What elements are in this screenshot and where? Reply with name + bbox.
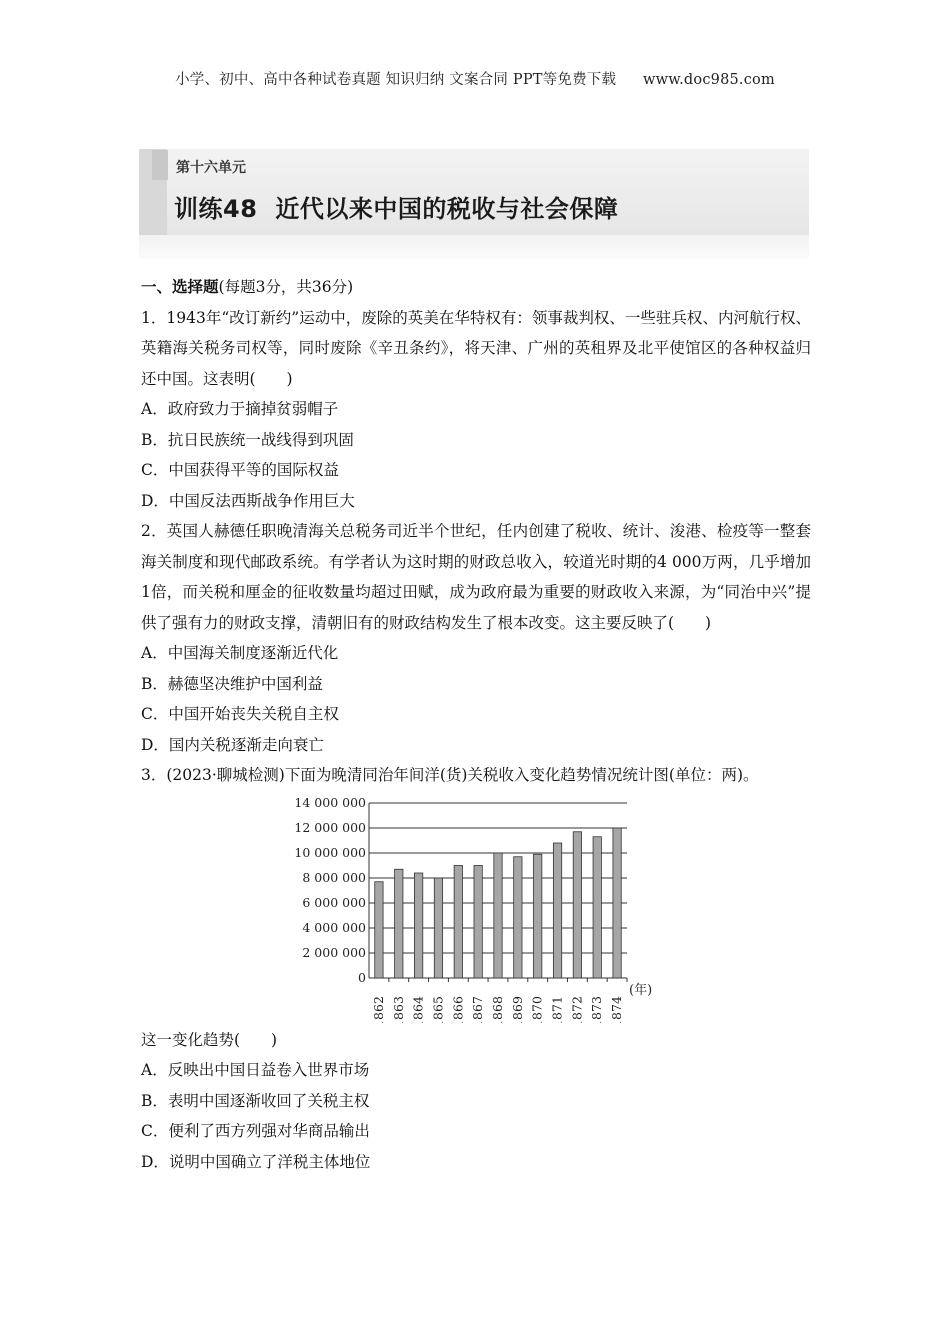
x-tick-label: 1868: [490, 995, 505, 1023]
x-tick-label: 1867: [470, 995, 486, 1023]
question-2: [141, 516, 811, 760]
q1-option-d: D．中国反法西斯战争作用巨大: [141, 491, 355, 510]
section-title-text: 一、选择题: [141, 277, 219, 296]
bar: [454, 865, 462, 978]
bar: [474, 865, 482, 978]
y-tick-label: 10 000 000: [294, 844, 366, 860]
x-tick-label: 1869: [509, 995, 525, 1023]
y-tick-label: 6 000 000: [302, 894, 366, 910]
bar-chart-svg: [141, 795, 811, 1023]
unit-marker: [152, 150, 168, 180]
x-tick-label: 1865: [430, 995, 446, 1023]
x-tick-label: 1862: [370, 995, 386, 1023]
y-tick-label: 4 000 000: [302, 919, 366, 935]
lesson-number: 训练48: [174, 195, 258, 223]
x-tick-label: 1871: [549, 995, 565, 1023]
bar: [553, 843, 561, 978]
question-1-text: 1．1943年“改订新约”运动中，废除的英美在华特权有：领事裁判权、一些驻兵权、内河航行权、英籍海关税务司权等，同时废除《辛丑条约》，将天津、广州的英租界及北平使馆区的各种权益归还中国。这表明( ): [141, 308, 811, 388]
x-tick-label: 1863: [390, 995, 406, 1023]
x-tick-label: 1870: [529, 995, 545, 1023]
unit-label: 第十六单元: [176, 160, 246, 176]
lesson-title: [174, 189, 618, 224]
q3-option-a: A．反映出中国日益卷入世界市场: [141, 1061, 370, 1079]
header-text: 小学、初中、高中各种试卷真题 知识归纳 文案合同 PPT等免费下载: [175, 72, 617, 88]
header-url[interactable]: www.doc985.com: [642, 72, 775, 88]
question-3-text: 3．(2023·聊城检测)下面为晚清同治年间洋(货)关税收入变化趋势情况统计图(单位：两)。: [141, 766, 759, 784]
bar: [434, 878, 442, 978]
q1-option-c: C．中国获得平等的国际权益: [141, 461, 339, 479]
q2-option-b: B．赫德坚决维护中国利益: [141, 674, 323, 693]
x-unit-label: (年): [629, 982, 653, 998]
x-tick-label: 1872: [569, 995, 585, 1023]
customs-revenue-chart: [141, 795, 811, 1023]
y-tick-label: 12 000 000: [294, 819, 366, 835]
q3-option-c: C．便利了西方列强对华商品输出: [141, 1122, 370, 1140]
x-tick-label: 1864: [410, 995, 426, 1023]
y-tick-label: 2 000 000: [302, 944, 366, 960]
bar: [494, 853, 502, 978]
q2-option-a: A．中国海关制度逐渐近代化: [141, 644, 339, 662]
bar: [593, 836, 601, 977]
y-tick-label: 14 000 000: [294, 794, 366, 810]
bar: [375, 881, 383, 977]
y-tick-label: 0: [358, 969, 366, 985]
q1-option-b: B．抗日民族统一战线得到巩固: [141, 430, 354, 449]
bar: [613, 828, 621, 978]
x-tick-label: 1866: [450, 995, 466, 1023]
banner-strip: [139, 235, 809, 259]
q3-option-b: B．表明中国逐渐收回了关税主权: [141, 1091, 370, 1110]
q2-option-c: C．中国开始丧失关税自主权: [141, 705, 339, 723]
bar: [534, 854, 542, 978]
lesson-name: 近代以来中国的税收与社会保障: [275, 195, 619, 223]
bar: [514, 856, 522, 977]
q1-option-a: A．政府致力于摘掉贫弱帽子: [141, 400, 339, 418]
y-tick-label: 8 000 000: [302, 869, 366, 885]
bar: [395, 869, 403, 978]
section-score: (每题3分，共36分): [218, 278, 354, 296]
section-title: [141, 272, 811, 303]
x-tick-label: 1873: [589, 995, 605, 1023]
question-3: [141, 760, 811, 1177]
q3-option-d: D．说明中国确立了洋税主体地位: [141, 1152, 371, 1171]
q2-option-d: D．国内关税逐渐走向衰亡: [141, 735, 324, 754]
question-3-followup: 这一变化趋势( ): [141, 1030, 278, 1049]
question-2-text: 2．英国人赫德任职晚清海关总税务司近半个世纪，任内创建了税收、统计、浚港、检疫等一整套海关制度和现代邮政系统。有学者认为这时期的财政总收入，较道光时期的4 000万两，几乎增加1倍，而关税和厘金的征收数量均超过田赋，成为政府最为重要的财政收入来源，为“同治中兴”提供了强有力的财政支撑，清朝旧有的财政结构发生了根本改变。这主要反映了( ): [141, 522, 811, 632]
bar: [414, 873, 422, 978]
site-header: [0, 68, 950, 89]
bar: [573, 831, 581, 977]
question-1: [141, 303, 811, 517]
x-tick-label: 1874: [609, 995, 625, 1023]
question-content: [141, 272, 811, 1177]
